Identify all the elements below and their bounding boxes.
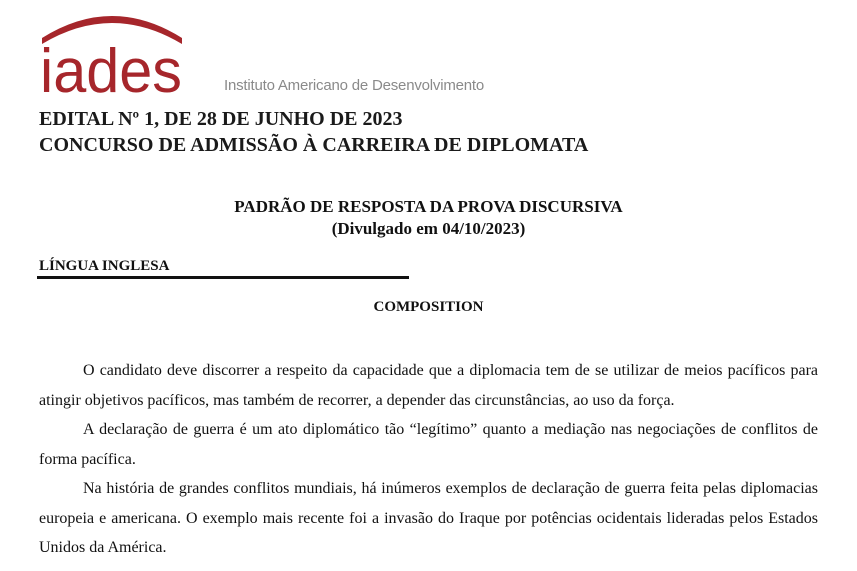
iades-logo: [40, 8, 185, 100]
paragraph: O candidato deve discorrer a respeito da capacidade que a diplomacia tem de se utilizar de meios pacíficos para atingir objetivos pacíficos, mas também de recorrer, a depender das circunstâncias, ao uso da força.: [39, 362, 818, 409]
composition-heading: COMPOSITION: [373, 299, 484, 315]
edital-title: CONCURSO DE ADMISSÃO À CARREIRA DE DIPLOMATA: [39, 134, 589, 156]
section-label: LÍNGUA INGLESA: [39, 258, 170, 274]
edital-number: EDITAL Nº 1, DE 28 DE JUNHO DE 2023: [39, 108, 403, 130]
padrao-title: PADRÃO DE RESPOSTA DA PROVA DISCURSIVA: [234, 197, 623, 216]
padrao-heading: [0, 196, 857, 240]
logo-wordmark: iades: [40, 37, 182, 100]
answer-body: [39, 356, 818, 563]
paragraph: A declaração de guerra é um ato diplomático tão “legítimo” quanto a mediação nas negociações de conflitos de forma pacífica.: [39, 421, 818, 468]
paragraph: Na história de grandes conflitos mundiais, há inúmeros exemplos de declaração de guerra feita pelas diplomacias europeia e americana. O exemplo mais recente foi a invasão do Iraque por potências ocidentais lideradas pelos Estados Unidos da América.: [39, 480, 818, 556]
edital-heading: [39, 106, 588, 158]
section-underline: [37, 276, 409, 279]
padrao-date: (Divulgado em 04/10/2023): [331, 219, 526, 238]
logo-subtitle: Instituto Americano de Desenvolvimento: [224, 77, 485, 94]
